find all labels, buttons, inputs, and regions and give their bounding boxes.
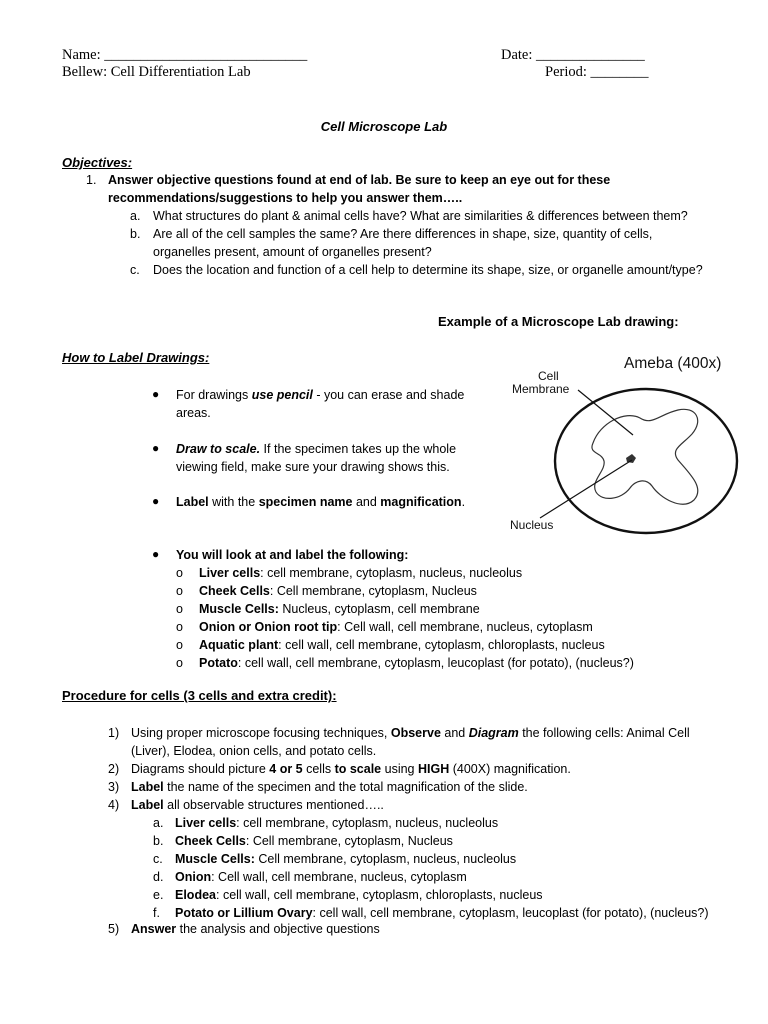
procedure-step-2-text: Diagrams should picture 4 or 5 cells to scale using HIGH (400X) magnification. [131,762,571,776]
list-item: o Potato: cell wall, cell membrane, cytoplasm, leucoplast (for potato), (nucleus?) [176,656,634,670]
how-to-scale-line2: viewing field, make sure your drawing shows this. [176,460,450,474]
procedure-step-3-text: Label the name of the specimen and the total magnification of the slide. [131,780,528,794]
name-field-label: Name: ____________________________ [62,47,308,63]
how-to-scale-line1: Draw to scale. If the specimen takes up the whole [176,442,457,456]
procedure-step-4-number: 4) [108,798,120,812]
list-item: b. Cheek Cells: Cell membrane, cytoplasm, Nucleus [153,834,453,848]
ameba-example-diagram [500,348,754,538]
nucleus-pointer-line [540,460,632,518]
procedure-step-1-line1: Using proper microscope focusing techniques, Observe and Diagram the following cells: Animal Cell [131,726,690,740]
list-item: e. Elodea: cell wall, cell membrane, cytoplasm, chloroplasts, nucleus [153,888,543,902]
list-item: o Liver cells: cell membrane, cytoplasm, nucleus, nucleolus [176,566,523,580]
diagram-title: Ameba (400x) [624,355,722,372]
document-subtitle: Bellew: Cell Differentiation Lab [62,64,251,80]
procedure-step-4-text: Label all observable structures mentioned….. [131,798,384,812]
diagram-label-cell: Cell [538,369,559,383]
list-item: d. Onion: Cell wall, cell membrane, nucleus, cytoplasm [153,870,467,884]
period-field-label: Period: ________ [545,64,649,80]
bullet-icon: ● [152,441,160,455]
objective-1-number: 1. [86,173,97,187]
list-item: o Cheek Cells: Cell membrane, cytoplasm, Nucleus [176,584,477,598]
how-to-label-line: Label with the specimen name and magnification. [176,495,466,509]
procedure-structures-list [153,814,743,922]
objective-sub-c-marker: c. [130,263,140,277]
bullet-icon: ● [152,387,160,401]
how-to-label-heading: How to Label Drawings: [62,350,210,365]
list-item: o Aquatic plant: cell wall, cell membrane, cytoplasm, chloroplasts, nucleus [176,638,605,652]
objective-1-line2: recommendations/suggestions to help you answer them….. [108,191,463,205]
microscope-field-circle [555,389,737,533]
bullet-icon: ● [152,494,160,508]
list-item: f. Potato or Lillium Ovary: cell wall, cell membrane, cytoplasm, leucoplast (for potato), (nucleus?) [153,906,709,920]
list-item: o Onion or Onion root tip: Cell wall, cell membrane, nucleus, cytoplasm [176,620,593,634]
procedure-heading: Procedure for cells (3 cells and extra credit): [62,688,337,703]
objective-sub-b-marker: b. [130,227,141,241]
diagram-label-membrane: Membrane [512,382,570,396]
how-to-pencil-line1: For drawings use pencil - you can erase and shade [176,388,465,402]
ameba-nucleus [626,454,636,463]
how-to-look-label-line: You will look at and label the following: [176,548,409,562]
procedure-step-1-line2: (Liver), Elodea, onion cells, and potato cells. [131,744,377,758]
bullet-icon: ● [152,547,160,561]
specimen-list [176,564,736,672]
objective-sub-a-marker: a. [130,209,141,223]
procedure-step-5-number: 5) [108,922,120,936]
diagram-label-nucleus: Nucleus [510,518,554,532]
objective-sub-c-text: Does the location and function of a cell help to determine its shape, size, or organelle amount/type? [153,263,703,277]
objective-sub-b-line1: Are all of the cell samples the same? Are there differences in shape, size, quantity of cells, [153,227,653,241]
procedure-step-1-number: 1) [108,726,120,740]
date-field-label: Date: _______________ [501,47,645,63]
list-item: c. Muscle Cells: Cell membrane, cytoplasm, nucleus, nucleolus [153,852,517,866]
objectives-heading: Objectives: [62,155,133,170]
example-drawing-heading: Example of a Microscope Lab drawing: [438,314,679,329]
objective-sub-a-text: What structures do plant & animal cells have? What are similarities & differences between them? [153,209,688,223]
procedure-step-3-number: 3) [108,780,120,794]
ameba-outline [592,409,698,504]
how-to-pencil-line2: areas. [176,406,211,420]
list-item: o Muscle Cells: Nucleus, cytoplasm, cell membrane [176,602,480,616]
list-item: a. Liver cells: cell membrane, cytoplasm, nucleus, nucleolus [153,816,499,830]
objective-1-line1: Answer objective questions found at end of lab. Be sure to keep an eye out for these [108,173,611,187]
page-title: Cell Microscope Lab [320,119,448,134]
objective-sub-b-line2: organelles present, amount of organelles present? [153,245,432,259]
procedure-step-2-number: 2) [108,762,120,776]
procedure-step-5-text: Answer the analysis and objective questions [131,922,380,936]
